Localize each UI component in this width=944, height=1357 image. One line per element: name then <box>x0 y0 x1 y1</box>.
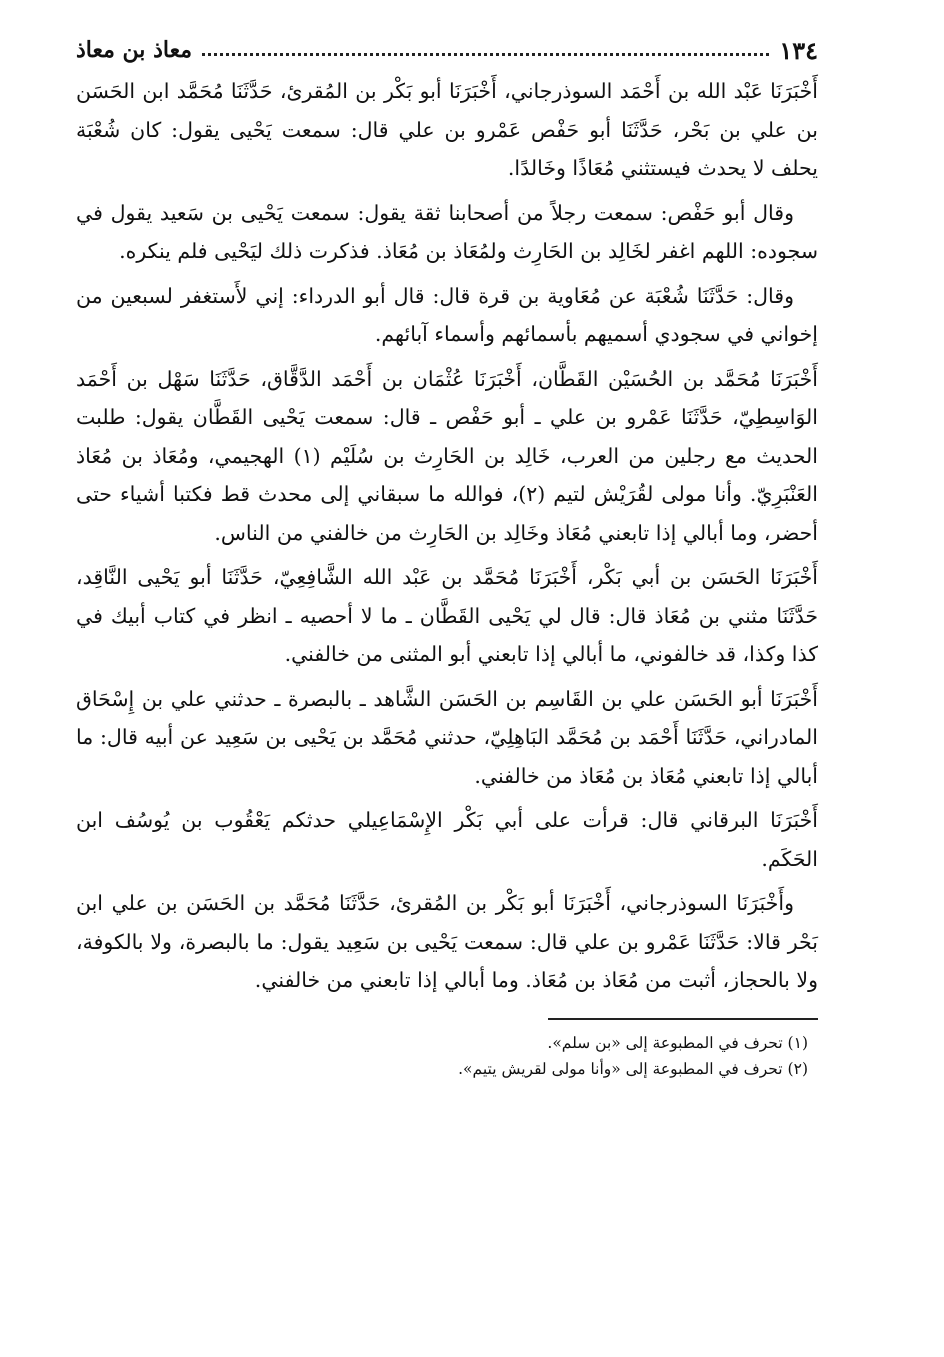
paragraph-3: وقال: حَدَّثَنَا شُعْبَة عن مُعَاوية بن قرة قال: قال أبو الدرداء: إني لأَستغفر لسبعين من إخواني في سجودي أسميهم بأسمائهم وأسماء آبائهم. <box>76 283 818 346</box>
page-number: ١٣٤ <box>779 35 818 65</box>
page <box>76 30 818 1340</box>
paragraph-5: أَخْبَرَنَا الحَسَن بن أبي بَكْر، أَخْبَرَنَا مُحَمَّد بن عَبْد الله الشَّافِعِيّ، حَدَّثَنَا أبو يَحْيى النَّاقِد، حَدَّثَنَا مثني بن مُعَاذ قال: قال لي يَحْيى القَطَّان ـ ما لا أحصيه ـ انظر في كتاب أبيك في كذا وكذا، قد خالفوني، ما أبالي إذا تابعني أبو المثنى من خالفني. <box>76 565 818 666</box>
running-title: معاذ بن معاذ <box>76 37 192 63</box>
footnotes <box>76 1030 818 1082</box>
dotted-leader <box>202 53 769 56</box>
paragraph-4: أَخْبَرَنَا مُحَمَّد بن الحُسَيْن القَطَّان، أَخْبَرَنَا عُثْمَان بن أَحْمَد الدَّقَّاق، حَدَّثَنَا سَهْل بن أَحْمَد الوَاسِطِيّ، حَدَّثَنَا عَمْرو بن علي ـ أبو حَفْص ـ قال: سمعت يَحْيى القَطَّان يقول: طلبت الحديث مع رجلين من العرب، خَالِد بن الحَارِث بن سُلَيْم (١) الهجيمي، ومُعَاذ بن مُعَاذ العَنْبَرِيّ. وأنا مولى لقُرَيْش لتيم (٢)، فوالله ما سبقاني إلى محدث قط فكتبا أشياء حتى أحضر، وما أبالي إذا تابعني مُعَاذ وخَالِد بن الحَارِث من خالفني من الناس. <box>76 366 819 545</box>
paragraph-1: أَخْبَرَنَا عَبْد الله بن أَحْمَد السوذرجاني، أَخْبَرَنَا أبو بَكْر بن المُقرئ، حَدَّثَنَا مُحَمَّد ابن الحَسَن بن علي بن بَحْر، حَدَّثَنَا أبو حَفْص عَمْرو بن علي قال: سمعت يَحْيى يقول: كان شُعْبَة يحلف لا يحدث فيستثني مُعَاذًا وخَالدًا. <box>76 79 818 180</box>
footnote-1: (١) تحرف في المطبوعة إلى «بن سلم». <box>547 1033 808 1052</box>
paragraph-6: أَخْبَرَنَا أبو الحَسَن علي بن القَاسِم بن الحَسَن الشَّاهد ـ بالبصرة ـ حدثني علي بن إِسْحَاق المادراني، حَدَّثَنَا أَحْمَد بن مُحَمَّد البَاهِلِيّ، حدثني مُحَمَّد بن يَحْيى بن سَعِيد عن أبيه قال: ما أبالي إذا تابعني مُعَاذ بن مُعَاذ من خالفني. <box>76 686 818 788</box>
main-text <box>76 72 818 1000</box>
paragraph-7: أَخْبَرَنَا البرقاني قال: قرأت على أبي بَكْر الإِسْمَاعِيلي حدثكم يَعْقُوب بن يُوسُف ابن الحَكَم. <box>76 808 818 871</box>
paragraph-8: وأَخْبَرَنَا السوذرجاني، أَخْبَرَنَا أبو بَكْر بن المُقرئ، حَدَّثَنَا مُحَمَّد بن الحَسَن بن علي ابن بَحْر قالا: حَدَّثَنَا عَمْرو بن علي قال: سمعت يَحْيى بن سَعِيد يقول: ما بالبصرة، ولا بالكوفة، ولا بالحجاز، أثبت من مُعَاذ بن مُعَاذ. وما أبالي إذا تابعني من خالفني. <box>76 891 818 992</box>
paragraph-2: وقال أبو حَفْص: سمعت رجلاً من أصحابنا ثقة يقول: سمعت يَحْيى بن سَعيد يقول في سجوده: اللهم اغفر لخَالِد بن الحَارِث ولمُعَاذ بن مُعَاذ. فذكرت ذلك ليَحْيى فلم ينكره. <box>76 200 818 263</box>
footnote-2: (٢) تحرف في المطبوعة إلى «وأنا مولى لقريش يتيم». <box>458 1059 808 1078</box>
page-header <box>76 30 818 70</box>
footnote-rule <box>548 1018 818 1020</box>
